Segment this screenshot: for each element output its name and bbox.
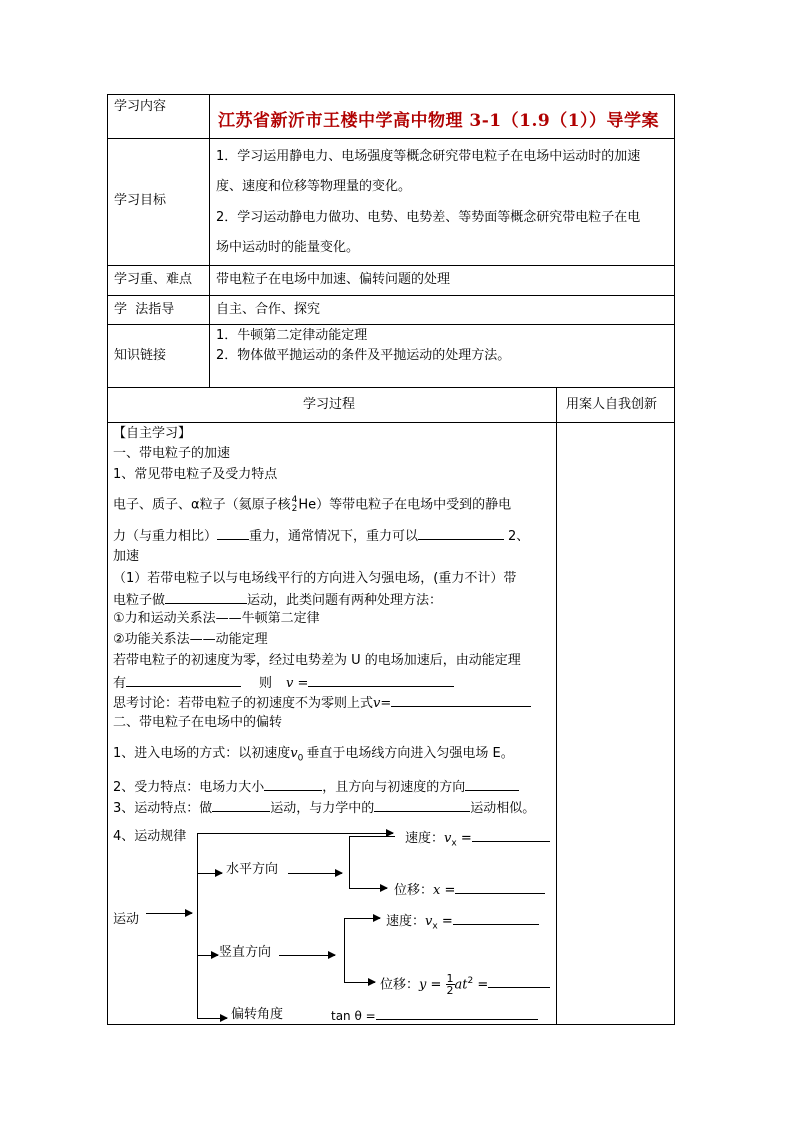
text: 力（与重力相比） (113, 529, 218, 544)
row-divider (107, 265, 675, 266)
blank-field[interactable] (391, 693, 531, 707)
velocity-symbol: v (444, 831, 452, 846)
label-study-goals: 学习目标 (114, 193, 167, 208)
page-title: 江苏省新沂市王楼中学高中物理 3-1（1.9（1））导学案 (218, 111, 660, 131)
vertical-speed-line (386, 911, 539, 936)
text: 思考讨论：若带电粒子的初速度不为零则上式 (113, 696, 374, 711)
vertical-displacement-line (380, 972, 550, 996)
horizontal-out-arrow (288, 873, 342, 874)
text: He）等带电粒子在电场中受到的静电 (298, 497, 512, 513)
text: 垂直于电场线方向进入匀强电场 E。 (306, 746, 514, 761)
goal-line: 2．学习运动静电力做功、电势、电势差、等势面等概念研究带电粒子在电 (216, 210, 641, 225)
atomic-number: 2 (291, 504, 298, 514)
velocity-symbol: v= (373, 696, 392, 711)
fraction-half (446, 973, 455, 996)
blank-field[interactable] (455, 880, 545, 894)
blank-field[interactable] (308, 673, 454, 687)
table-border-right (674, 94, 675, 1025)
blank-field[interactable] (465, 777, 519, 791)
horizontal-speed-branch (349, 836, 395, 837)
blank-field[interactable] (264, 777, 322, 791)
deflection-angle-label: 偏转角度 (231, 1007, 284, 1022)
speed-label: 速度： (386, 914, 426, 929)
helium-notation (292, 496, 298, 514)
table-border-top (107, 94, 675, 95)
knowledge-line: 2．物体做平抛运动的条件及平抛运动的处理方法。 (216, 348, 511, 363)
velocity-symbol: v = (286, 676, 309, 691)
key-points-value: 带电粒子在电场中加速、偏转问题的处理 (216, 272, 451, 287)
vertical-branch-line (344, 918, 345, 982)
goal-line: 1．学习运用静电力、电场强度等概念研究带电粒子在电场中运动时的加速 (216, 149, 641, 164)
top-branch-arrow (197, 833, 393, 834)
subscript: x (432, 921, 438, 932)
vertical-direction-label: 竖直方向 (219, 945, 272, 960)
text: 重力，通常情况下，重力可以 (249, 529, 419, 544)
text: 1、进入电场的方式：以初速度 (113, 746, 291, 761)
row-divider (107, 422, 675, 423)
text: 3、运动特点：做 (113, 801, 213, 816)
notes-header: 用案人自我创新 (566, 397, 658, 412)
superscript: 2 (467, 976, 474, 986)
numerator: 1 (446, 972, 454, 986)
label-key-points: 学习重、难点 (114, 272, 193, 287)
row-divider (107, 295, 675, 296)
tan-theta-line (331, 1006, 538, 1025)
paragraph-line: ①力和运动关系法——牛顿第二定律 (113, 611, 320, 626)
blank-field[interactable] (374, 798, 470, 812)
subsection-heading: 4、运动规律 (113, 829, 187, 844)
deflection-arrow (197, 1018, 227, 1019)
blank-field[interactable] (126, 673, 241, 687)
subscript: 0 (297, 753, 304, 764)
x-symbol: x (433, 883, 441, 898)
speed-label: 速度： (405, 831, 445, 846)
text: 运动，与力学中的 (270, 801, 375, 816)
section-heading: 二、带电粒子在电场中的偏转 (113, 715, 283, 730)
displacement-label: 位移： (380, 977, 420, 993)
blank-field[interactable] (165, 590, 247, 604)
paragraph-line (113, 590, 442, 610)
paragraph-line (113, 526, 529, 546)
paragraph-line (113, 745, 514, 768)
equals-sign: = (437, 914, 453, 929)
equals-sign: = (426, 977, 446, 993)
table-border-left (107, 94, 108, 1025)
paragraph-line (113, 673, 454, 693)
subsection-heading: 1、常见带电粒子及受力特点 (113, 467, 278, 482)
velocity-symbol: v (425, 914, 433, 929)
horizontal-direction-label: 水平方向 (226, 862, 279, 877)
goal-line: 度、速度和位移等物理量的变化。 (216, 179, 412, 194)
displacement-label: 位移： (394, 883, 434, 898)
row-divider (107, 138, 675, 139)
blank-field[interactable] (376, 1006, 538, 1020)
text: 运动，此类问题有两种处理方法： (247, 593, 443, 608)
text: 2、 (508, 529, 530, 544)
motion-branch-line (197, 833, 198, 1019)
paragraph-line: ②功能关系法——动能定理 (113, 632, 268, 647)
horizontal-disp-arrow (349, 888, 387, 889)
text: 有 (113, 676, 127, 691)
equals-sign: = (473, 977, 489, 993)
blank-field[interactable] (217, 526, 249, 540)
vertical-disp-arrow (344, 982, 375, 983)
blank-field[interactable] (453, 911, 539, 925)
section-heading: 一、带电粒子的加速 (113, 446, 231, 461)
denominator: 2 (446, 984, 454, 998)
vertical-out-arrow (279, 955, 335, 956)
blank-field[interactable] (472, 828, 550, 842)
text: 则 (259, 676, 273, 691)
horizontal-displacement-line (394, 880, 545, 900)
text: ，且方向与初速度的方向 (322, 780, 466, 795)
process-header: 学习过程 (303, 397, 356, 412)
self-study-heading: 【自主学习】 (113, 426, 192, 441)
text: 电子、质子、α粒子（氦原子核 (113, 497, 291, 513)
blank-field[interactable] (212, 798, 270, 812)
mass-number: 4 (291, 495, 298, 505)
knowledge-line: 1．牛顿第二定律动能定理 (216, 328, 368, 343)
at-term: at (454, 977, 468, 993)
paragraph-line (113, 496, 511, 515)
equals-sign: = (456, 831, 472, 846)
motion-label: 运动 (113, 912, 140, 927)
tan-theta: tan θ = (331, 1009, 376, 1023)
paragraph-line (113, 798, 535, 818)
label-study-content: 学习内容 (114, 99, 167, 114)
paragraph-line (113, 693, 531, 713)
row-divider (107, 324, 675, 325)
blank-field[interactable] (418, 526, 504, 540)
text: 运动相似。 (470, 801, 536, 816)
paragraph-line (113, 777, 519, 797)
vertical-speed-arrow (344, 918, 380, 919)
equals-sign: = (440, 883, 456, 898)
text: 2、受力特点：电场力大小 (113, 780, 265, 795)
notes-column-divider (556, 387, 557, 1025)
method-value: 自主、合作、探究 (216, 302, 321, 317)
paragraph-line: （1）若带电粒子以与电场线平行的方向进入匀强电场，(重力不计）带 (113, 571, 517, 586)
vertical-arrow (197, 955, 218, 956)
subscript: x (451, 838, 457, 849)
motion-arrow (146, 913, 192, 914)
label-method: 学 法指导 (114, 302, 175, 317)
paragraph-line: 加速 (113, 549, 140, 564)
text: 电粒子做 (113, 593, 166, 608)
horizontal-arrow (197, 873, 222, 874)
blank-field[interactable] (488, 974, 550, 988)
velocity-symbol: v (290, 746, 298, 761)
y-symbol: y (419, 977, 427, 993)
label-knowledge: 知识链接 (114, 348, 167, 363)
row-divider (107, 387, 675, 388)
horizontal-speed-line (405, 828, 550, 853)
paragraph-line: 若带电粒子的初速度为零，经过电势差为 U 的电场加速后，由动能定理 (113, 653, 521, 668)
goal-line: 场中运动时的能量变化。 (216, 240, 360, 255)
horizontal-branch-line (349, 836, 350, 888)
